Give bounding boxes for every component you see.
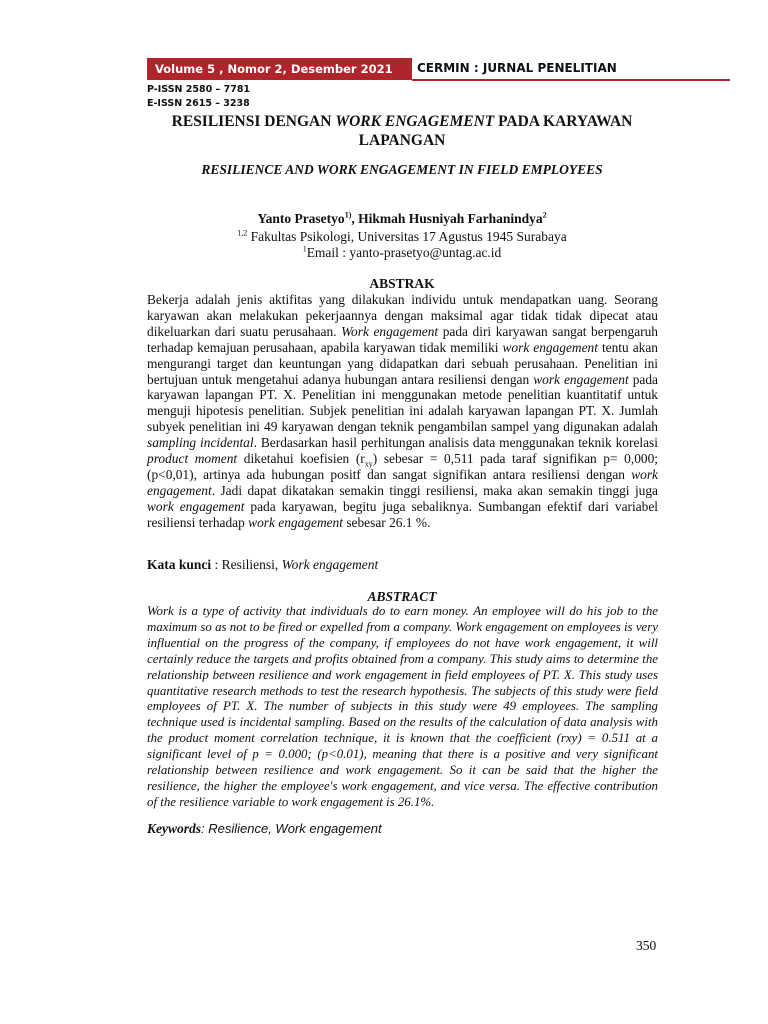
volume-label: Volume 5 , Nomor 2, Desember 2021 (155, 62, 393, 76)
abstrak-heading: ABSTRAK (369, 276, 435, 291)
authors: Yanto Prasetyo$^{1)}$, Hikmah Husniyah Farhanindya$^2$ (257, 210, 547, 226)
e-issn: E-ISSN 2615 – 3238 (147, 98, 250, 109)
paper-title: RESILIENSI DENGAN WORK ENGAGEMENT PADA KARYAWAN LAPANGAN (171, 113, 633, 149)
p-issn: P-ISSN 2580 – 7781 (147, 84, 251, 95)
header-rule (412, 79, 730, 81)
journal-title: CERMIN : JURNAL PENELITIAN (417, 61, 617, 75)
abstract-heading: ABSTRACT (367, 589, 437, 604)
header-divider (411, 58, 412, 80)
abstract-body: Work is a type of activity that individuals do to earn money. An employee will do his job to the maximum so as not to be fired or expelled from a company. Work engagement on employees is very influential on the progress of the company, if employees do not have work engagement, it will certainly reduce the targets and profits obtained from a company. This study aims to determine the relationship between resilience and work engagement in field employees of PT. X. This study uses quantitative research methods to test the research hypothesis. The subjects of this study were field employees of PT. X. The number of subjects in this study were 49 employees. The sampling technique used is incidental sampling. Based on the results of the calculation of data analysis with the product moment correlation technique, it is known that the coefficient (rxy) = 0.511 at a significant level of p = 0.000; (p<0.01), meaning that there is a positive and very significant relationship between resilience and work engagement. So it can be said that the higher the resilience, the higher the employee's work engagement, and vice versa. The effective contribution of the resilience variable to work engagement is 26.1%. (147, 604, 658, 809)
affiliation: $^{1,2}$ Fakultas Psikologi, Universitas 17 Agustus 1945 Surabaya (237, 228, 567, 244)
paper-subtitle: RESILIENCE AND WORK ENGAGEMENT IN FIELD EMPLOYEES (201, 162, 603, 177)
email: $^1$Email : yanto-prasetyo@untag.ac.id (302, 244, 502, 260)
abstrak-body: Bekerja adalah jenis aktifitas yang dilakukan individu untuk mendapatkan uang. Seorang karyawan akan melakukan pekerjaannya dengan maksimal agar tidak tidak dipecat atau dikeluarkan dari suatu perusahaan. Work engagement pada diri karyawan sangat berpengaruh terhadap kemajuan perusahaan, apabila karyawan tidak memiliki work engagement tentu akan mengurangi target dan keuntungan yang didapatkan dari sebuah perusahaan. Penelitian ini bertujuan untuk mengetahui adanya hubungan antara resiliensi dengan work engagement pada karyawan lapangan PT. X. Penelitian ini menggunakan metode penelitian kuantitatif untuk menguji hipotesis penelitian. Subjek penelitian ini adalah karyawan lapangan PT. X. Jumlah subyek penelitian ini 49 karyawan dengan teknik pengambilan sampel yang digunakan adalah sampling incidental. Berdasarkan hasil perhitungan analisis data menggunakan teknik korelasi product moment diketahui koefisien $(r_{xy})$ sebesar = 0,511 pada taraf signifikan p= 0,000; (p<0,01), artinya ada hubungan positf dan sangat signifikan antara resiliensi dengan work engagement. Jadi dapat dikatakan semakin tinggi resiliensi, maka akan semakin tinggi juga work engagement pada karyawan, begitu juga sebaliknya. Sumbangan efektif dari variabel resiliensi terhadap work engagement sebesar 26.1 %. (147, 292, 659, 530)
volume-banner (147, 58, 411, 80)
kata-kunci: Kata kunci : Resiliensi, Work engagement (147, 557, 379, 572)
keywords: Keywords: Resilience, Work engagement (147, 821, 382, 836)
page-number: 350 (636, 938, 657, 953)
